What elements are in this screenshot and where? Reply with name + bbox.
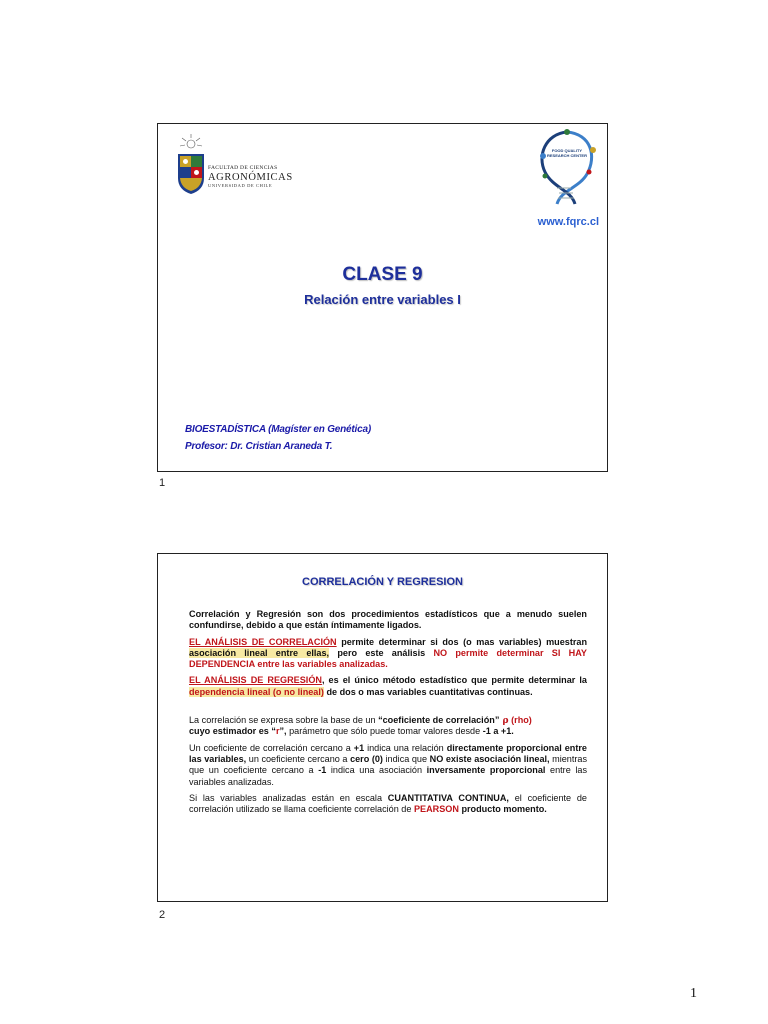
highlight-linear-dependency: dependencia lineal (o no lineal) (189, 686, 324, 697)
paragraph-intro: Correlación y Regresión son dos procedimientos estadísticos que a menudo suelen confundirse, debido a que están íntimamente ligados. (189, 609, 587, 631)
text-span: cuyo estimador es “ (189, 726, 276, 737)
correlation-term: EL ANÁLISIS DE CORRELACIÓN (189, 636, 337, 647)
text-span: de dos o mas variables cuantitativas continuas. (323, 686, 533, 697)
text-span: CUANTITATIVA CONTINUA, (387, 792, 509, 803)
text-span: permite determinar si dos (o mas variables) muestran (336, 636, 588, 647)
text-span: “coeficiente de correlación” (378, 715, 500, 726)
text-span: Si las variables analizadas están en escala (189, 792, 388, 803)
text-span: directamente proporcional entre las variables, (189, 742, 587, 764)
paragraph-interpretation (189, 743, 587, 788)
text-span: -1 (318, 765, 327, 776)
faculty-name (208, 166, 293, 189)
fqrc-logo (531, 126, 603, 208)
text-span: entre las variables analizadas (254, 659, 386, 670)
text-span: el coeficiente de correlación utilizado se llama coeficiente correlación de (189, 792, 587, 815)
faculty-line-1: FACULTAD DE CIENCIAS (208, 165, 278, 171)
text-span: cero (0) (350, 753, 383, 764)
pearson-term: PEARSON (413, 804, 459, 815)
slide-2-number: 2 (159, 909, 166, 921)
faculty-line-3: UNIVERSIDAD DE CHILE (208, 183, 273, 188)
paragraph-correlation (189, 637, 587, 671)
fqrc-label: FOOD QUALITY RESEARCH CENTER (546, 148, 587, 158)
text-span: (rho) (508, 715, 532, 726)
slide-2 (157, 553, 608, 902)
faculty-line-2: AGRONÓMICAS (208, 171, 293, 183)
text-span: NO existe asociación lineal, (429, 753, 550, 764)
text-span: mientras que un coeficiente cercano a (189, 753, 588, 776)
text-span: ”, (279, 726, 287, 737)
text-span: -1 a +1. (482, 726, 514, 737)
paragraph-pearson (189, 793, 587, 816)
slide-title: CLASE 9 (342, 264, 423, 285)
page-number: 1 (690, 986, 697, 1001)
dna-helix-icon (531, 126, 603, 208)
slide-2-body (189, 609, 587, 820)
text-span: entre las variables analizadas. (189, 765, 587, 787)
no-dependency-text: NO permite determinar SI HAY DEPENDENCIA (189, 647, 587, 670)
text-span: indica que (382, 753, 430, 764)
paragraph-regression (189, 675, 587, 698)
slide-1-number: 1 (159, 477, 166, 489)
professor-name: Profesor: Dr. Cristian Araneda T. (185, 441, 333, 452)
highlight-linear-association: asociación lineal entre ellas, (189, 647, 330, 658)
regression-term: EL ANÁLISIS DE REGRESIÓN (189, 675, 322, 686)
text-span: . (385, 659, 388, 670)
slide-2-heading: CORRELACIÓN Y REGRESION (302, 576, 463, 588)
text-span: indica una asociación (326, 765, 427, 776)
text-span: inversamente proporcional (426, 765, 546, 776)
text-span: , es el único método estadístico que permite determinar la (321, 675, 587, 686)
slide-subtitle: Relación entre variables I (304, 292, 461, 307)
paragraph-coefficient (189, 715, 587, 738)
course-name: BIOESTADÍSTICA (Magíster en Genética) (185, 424, 371, 435)
text-span: un coeficiente cercano a (246, 753, 351, 764)
estimator-r: r (275, 726, 280, 737)
website-link[interactable]: www.fqrc.cl (537, 216, 599, 228)
text-span: pero este análisis (329, 647, 434, 658)
university-crest-icon (174, 132, 208, 196)
spacer (189, 703, 587, 715)
text-span: indica una relación (364, 742, 447, 753)
text-span: producto momento. (458, 804, 547, 815)
rho-symbol: ρ (499, 715, 509, 727)
text-span: +1 (353, 742, 365, 753)
text-span: La correlación se expresa sobre la base de un (189, 715, 379, 726)
text-span: Un coeficiente de correlación cercano a (189, 742, 354, 753)
faculty-logo (174, 132, 293, 196)
text-span: parámetro que sólo puede tomar valores desde (286, 726, 483, 737)
slide-1 (157, 123, 608, 472)
